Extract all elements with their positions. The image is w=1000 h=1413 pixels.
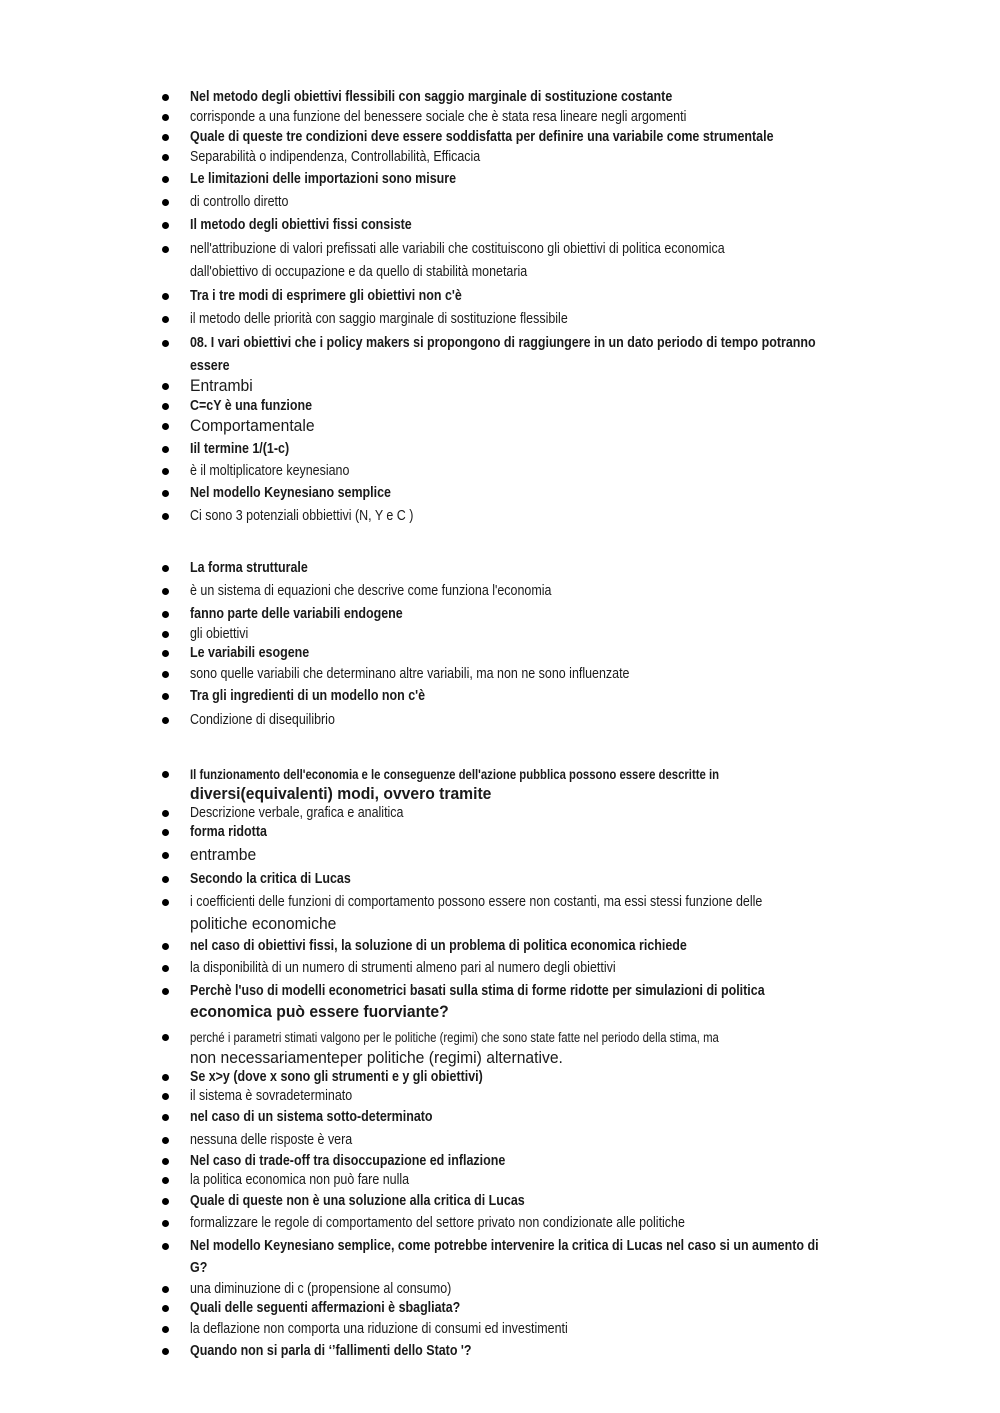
answer-text: Separabilità o indipendenza, Controllabilità, Efficacia	[190, 149, 481, 165]
answer-text: corrisponde a una funzione del benessere sociale che è stata resa lineare negli argomenti	[190, 109, 687, 125]
answer-text: di controllo diretto	[190, 194, 289, 210]
answer-text: i coefficienti delle funzioni di comportamento possono essere non costanti, ma essi stessi funzione delle	[190, 894, 763, 910]
answer-text: è un sistema di equazioni che descrive come funziona l'economia	[190, 583, 552, 599]
question-text: Tra gli ingredienti di un modello non c'è	[190, 688, 426, 704]
question-text: Le variabili esogene	[190, 645, 310, 661]
question-text: Se x>y (dove x sono gli strumenti e y gli obiettivi)	[190, 1069, 483, 1085]
bullet-marker	[162, 176, 169, 183]
bullet-marker	[162, 114, 169, 121]
question-text: Nel metodo degli obiettivi flessibili con saggio marginale di sostituzione costante	[190, 89, 673, 105]
bullet-marker	[162, 1093, 169, 1100]
question-text: Nel modello Keynesiano semplice	[190, 485, 391, 501]
bullet-marker	[162, 988, 169, 995]
answer-text: una diminuzione di c (propensione al consumo)	[190, 1281, 452, 1297]
answer-text: sono quelle variabili che determinano altre variabili, ma non ne sono influenzate	[190, 666, 630, 682]
bullet-marker	[162, 1198, 169, 1205]
bullet-marker	[162, 671, 169, 678]
question-text: G?	[190, 1260, 208, 1276]
answer-text: entrambe	[190, 846, 257, 864]
question-text: nel caso di obiettivi fissi, la soluzione di un problema di politica economica richiede	[190, 938, 687, 954]
bullet-marker	[162, 316, 169, 323]
question-text: Iil termine 1/(1-c)	[190, 441, 290, 457]
bullet-marker	[162, 588, 169, 595]
bullet-marker	[162, 340, 169, 347]
bullet-marker	[162, 631, 169, 638]
bullet-marker	[162, 1348, 169, 1355]
bullet-marker	[162, 246, 169, 253]
bullet-marker	[162, 876, 169, 883]
bullet-marker	[162, 403, 169, 410]
bullet-marker	[162, 468, 169, 475]
bullet-marker	[162, 829, 169, 836]
question-text: Tra i tre modi di esprimere gli obiettivi non c'è	[190, 288, 462, 304]
bullet-marker	[162, 650, 169, 657]
answer-text: formalizzare le regole di comportamento del settore privato non condizionate alle politiche	[190, 1215, 685, 1231]
bullet-marker	[162, 943, 169, 950]
bullet-marker	[162, 513, 169, 520]
question-text: Il metodo degli obiettivi fissi consiste	[190, 217, 412, 233]
bullet-marker	[162, 1034, 169, 1041]
question-text: C=cY è una funzione	[190, 398, 313, 414]
question-text: Quali delle seguenti affermazioni è sbagliata?	[190, 1300, 461, 1316]
answer-text: Comportamentale	[190, 417, 315, 435]
answer-text: perché i parametri stimati valgono per le politiche (regimi) che sono state fatte nel periodo della stima, ma	[190, 1030, 719, 1045]
question-text: Quale di queste non è una soluzione alla critica di Lucas	[190, 1193, 525, 1209]
bullet-marker	[162, 771, 169, 778]
answer-text: Descrizione verbale, grafica e analitica	[190, 805, 404, 821]
answer-text: Ci sono 3 potenziali obbiettivi (N, Y e C )	[190, 508, 414, 524]
question-text: diversi(equivalenti) modi, ovvero tramite	[190, 785, 492, 803]
bullet-marker	[162, 293, 169, 300]
answer-text: nell'attribuzione di valori prefissati alle variabili che costituiscono gli obiettivi di politica economica	[190, 241, 725, 257]
bullet-marker	[162, 693, 169, 700]
bullet-marker	[162, 199, 169, 206]
bullet-marker	[162, 810, 169, 817]
answer-text: nessuna delle risposte è vera	[190, 1132, 353, 1148]
bullet-marker	[162, 565, 169, 572]
bullet-marker	[162, 1220, 169, 1227]
bullet-marker	[162, 611, 169, 618]
bullet-marker	[162, 717, 169, 724]
bullet-marker	[162, 1137, 169, 1144]
bullet-marker	[162, 1158, 169, 1165]
question-text: fanno parte delle variabili endogene	[190, 606, 403, 622]
bullet-marker	[162, 154, 169, 161]
bullet-marker	[162, 383, 169, 390]
answer-text: gli obiettivi	[190, 626, 249, 642]
question-text: essere	[190, 358, 230, 374]
answer-text: la politica economica non può fare nulla	[190, 1172, 410, 1188]
bullet-marker	[162, 1074, 169, 1081]
question-text: Secondo la critica di Lucas	[190, 871, 351, 887]
answer-text: Entrambi	[190, 377, 253, 395]
answer-text: il sistema è sovradeterminato	[190, 1088, 353, 1104]
answer-text: la deflazione non comporta una riduzione di consumi ed investimenti	[190, 1321, 568, 1337]
bullet-marker	[162, 852, 169, 859]
question-text: La forma strutturale	[190, 560, 308, 576]
question-text: forma ridotta	[190, 824, 267, 840]
bullet-marker	[162, 1177, 169, 1184]
bullet-marker	[162, 965, 169, 972]
question-text: Nel modello Keynesiano semplice, come potrebbe intervenire la critica di Lucas nel caso si un aumento di	[190, 1238, 819, 1254]
question-text: Il funzionamento dell'economia e le conseguenze dell'azione pubblica possono essere descritte in	[190, 767, 720, 782]
question-text: economica può essere fuorviante?	[190, 1003, 449, 1021]
answer-text: non necessariamenteper politiche (regimi) alternative.	[190, 1049, 563, 1067]
question-text: Le limitazioni delle importazioni sono misure	[190, 171, 457, 187]
question-text: Quando non si parla di ‘’fallimenti dello Stato '?	[190, 1343, 472, 1359]
question-text: Nel caso di trade-off tra disoccupazione ed inflazione	[190, 1153, 506, 1169]
answer-text: politiche economiche	[190, 915, 337, 933]
bullet-marker	[162, 134, 169, 141]
answer-text: dall'obiettivo di occupazione e da quello di stabilità monetaria	[190, 264, 528, 280]
bullet-marker	[162, 94, 169, 101]
answer-text: Condizione di disequilibrio	[190, 712, 335, 728]
bullet-marker	[162, 1114, 169, 1121]
question-text: nel caso di un sistema sotto-determinato	[190, 1109, 433, 1125]
answer-text: il metodo delle priorità con saggio marginale di sostituzione flessibile	[190, 311, 568, 327]
bullet-marker	[162, 222, 169, 229]
question-text: Perchè l'uso di modelli econometrici basati sulla stima di forme ridotte per simulazioni di politica	[190, 983, 765, 999]
bullet-marker	[162, 446, 169, 453]
bullet-marker	[162, 1243, 169, 1250]
bullet-marker	[162, 1326, 169, 1333]
bullet-marker	[162, 899, 169, 906]
bullet-marker	[162, 423, 169, 430]
question-text: 08. I vari obiettivi che i policy makers si propongono di raggiungere in un dato periodo di tempo potranno	[190, 335, 816, 351]
bullet-marker	[162, 1305, 169, 1312]
bullet-marker	[162, 1286, 169, 1293]
answer-text: è il moltiplicatore keynesiano	[190, 463, 350, 479]
question-text: Quale di queste tre condizioni deve essere soddisfatta per definire una variabile come strumentale	[190, 129, 774, 145]
bullet-marker	[162, 490, 169, 497]
answer-text: la disponibilità di un numero di strumenti almeno pari al numero degli obiettivi	[190, 960, 616, 976]
